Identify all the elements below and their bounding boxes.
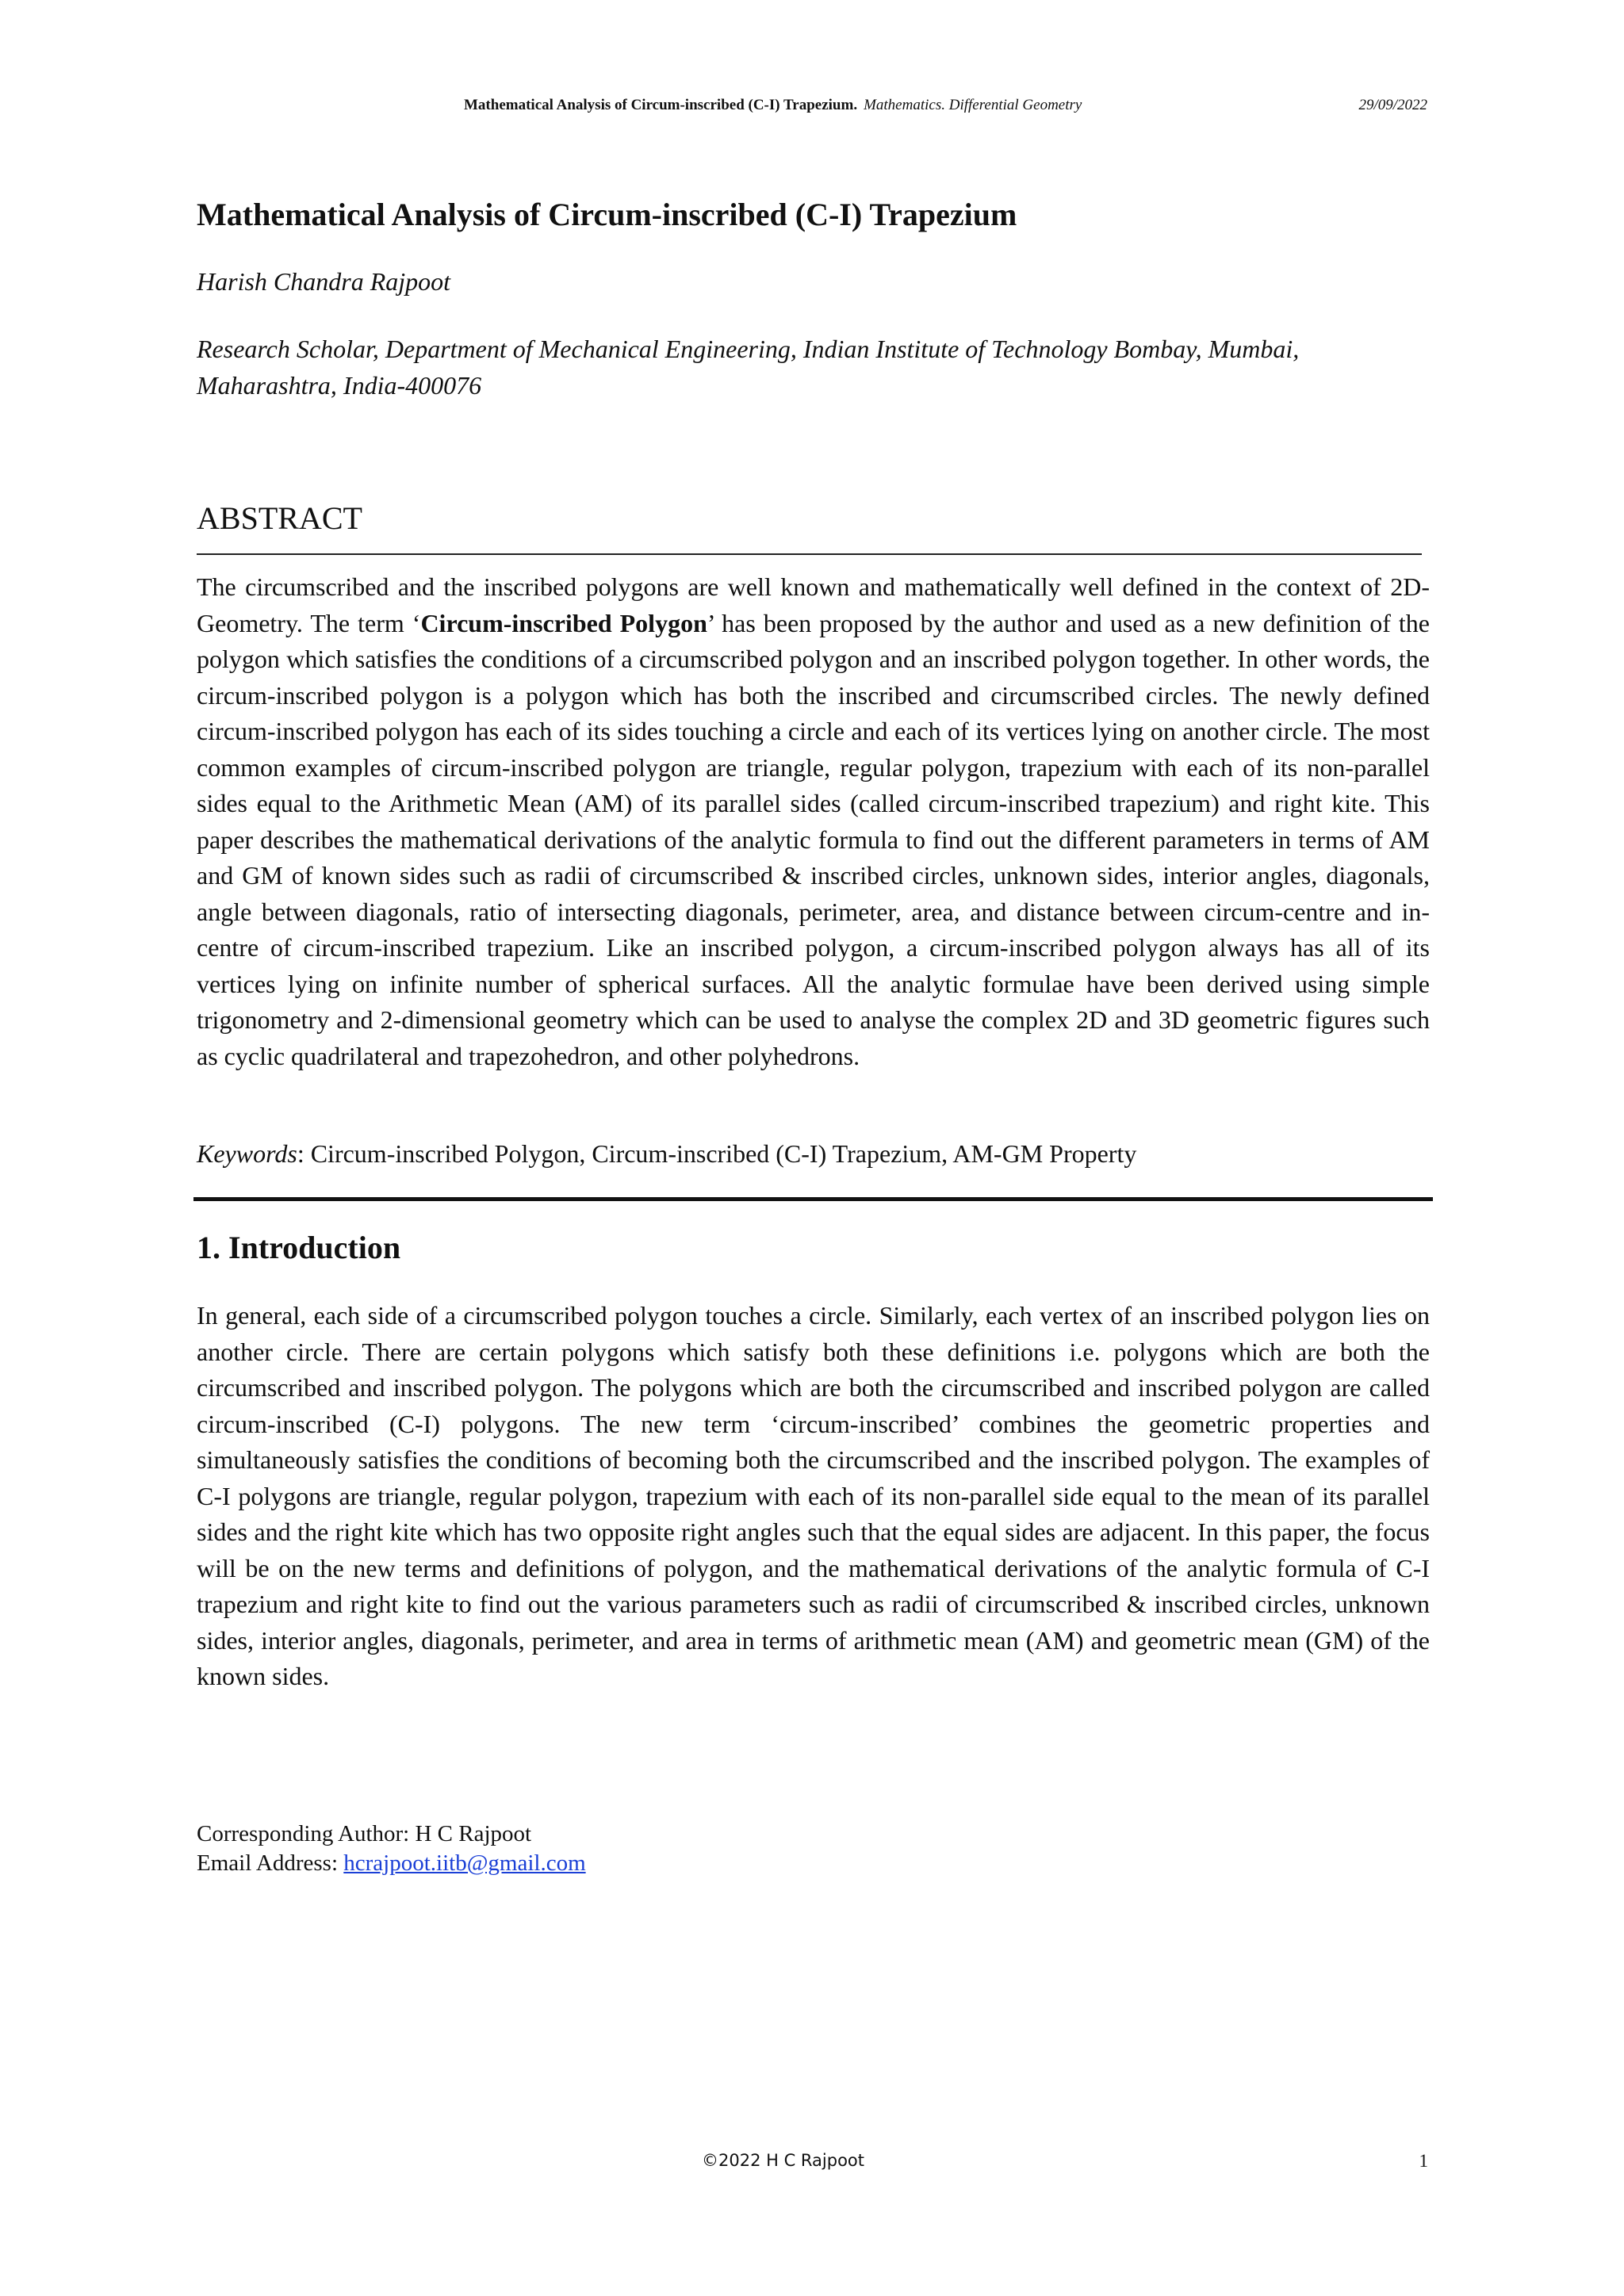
introduction-heading: 1. Introduction xyxy=(197,1230,401,1265)
email-line xyxy=(197,1849,586,1878)
section-divider xyxy=(193,1197,1433,1201)
abstract-text-before: The circumscribed and the inscribed polygons are well known and mathematically well defined in the context of 2D-Geometry. The term ‘ xyxy=(197,572,1430,637)
keywords-values: : Circum-inscribed Polygon, Circum-inscribed (C-I) Trapezium, AM-GM Property xyxy=(297,1139,1137,1168)
abstract-divider xyxy=(197,553,1422,555)
abstract-text-after: ’ has been proposed by the author and used as a new definition of the polygon which satisfies the conditions of a circumscribed polygon and an inscribed polygon together. In other words, the circum-inscribed polygon is a polygon which has both the inscribed and circumscribed circles. The newly defined circum-inscribed polygon has each of its sides touching a circle and each of its vertices lying on another circle. The most common examples of circum-inscribed polygon are triangle, regular polygon, trapezium with each of its non-parallel sides equal to the Arithmetic Mean (AM) of its parallel sides (called circum-inscribed trapezium) and right kite. This paper describes the mathematical derivations of the analytic formula to find out the different parameters in terms of AM and GM of known sides such as radii of circumscribed & inscribed circles, unknown sides, interior angles, diagonals, angle between diagonals, ratio of intersecting diagonals, perimeter, area, and distance between circum-centre and in-centre of circum-inscribed trapezium. Like an inscribed polygon, a circum-inscribed polygon always has all of its vertices lying on infinite number of spherical surfaces. All the analytic formulae have been derived using simple trigonometry and 2-dimensional geometry which can be used to analyse the complex 2D and 3D geometric figures such as cyclic quadrilateral and trapezohedron, and other polyhedrons. xyxy=(197,608,1431,1070)
correspondence-block xyxy=(197,1820,586,1878)
running-date: 29/09/2022 xyxy=(1358,97,1427,113)
corresponding-author: Corresponding Author: H C Rajpoot xyxy=(197,1821,532,1846)
keywords-label: Keywords xyxy=(197,1139,297,1168)
running-subject: Mathematics. Differential Geometry xyxy=(864,97,1082,113)
abstract-text xyxy=(197,569,1430,1074)
paper-title: Mathematical Analysis of Circum-inscribed (C-I) Trapezium xyxy=(197,197,1017,232)
email-link[interactable]: hcrajpoot.iitb@gmail.com xyxy=(343,1850,586,1876)
abstract-term: Circum-inscribed Polygon xyxy=(420,608,707,637)
keywords xyxy=(197,1139,1136,1169)
introduction-text: In general, each side of a circumscribed polygon touches a circle. Similarly, each vertex of an inscribed polygon lies on another circle. There are certain polygons which satisfy both these definitions i.e. polygons which are both the circumscribed and inscribed polygon. The polygons which are both the circumscribed and inscribed polygon are called circum-inscribed (C-I) polygons. The new term ‘circum-inscribed’ combines the geometric properties and simultaneously satisfies the conditions of becoming both the circumscribed and the inscribed polygon. The examples of C-I polygons are triangle, regular polygon, trapezium with each of its non-parallel side equal to the mean of its parallel sides and the right kite which has two opposite right angles such that the equal sides are adjacent. In this paper, the focus will be on the new terms and definitions of polygon, and the mathematical derivations of the analytic formula of C-I trapezium and right kite to find out the various parameters such as radii of circumscribed & inscribed circles, unknown sides, interior angles, diagonals, perimeter, and area in terms of arithmetic mean (AM) and geometric mean (GM) of the known sides. xyxy=(197,1301,1430,1690)
footer-copyright: ©2022 H C Rajpoot xyxy=(701,2151,865,2170)
running-title: Mathematical Analysis of Circum-inscribed (C-I) Trapezium. xyxy=(464,97,858,113)
page-number: 1 xyxy=(1419,2151,1428,2171)
email-label: Email Address: xyxy=(197,1850,344,1876)
running-header xyxy=(464,97,1082,114)
author-name: Harish Chandra Rajpoot xyxy=(197,267,451,296)
abstract-heading: ABSTRACT xyxy=(197,500,362,536)
author-affiliation: Research Scholar, Department of Mechanical Engineering, Indian Institute of Technology Bombay, Mumbai, Maharashtra, India-400076 xyxy=(197,335,1300,400)
